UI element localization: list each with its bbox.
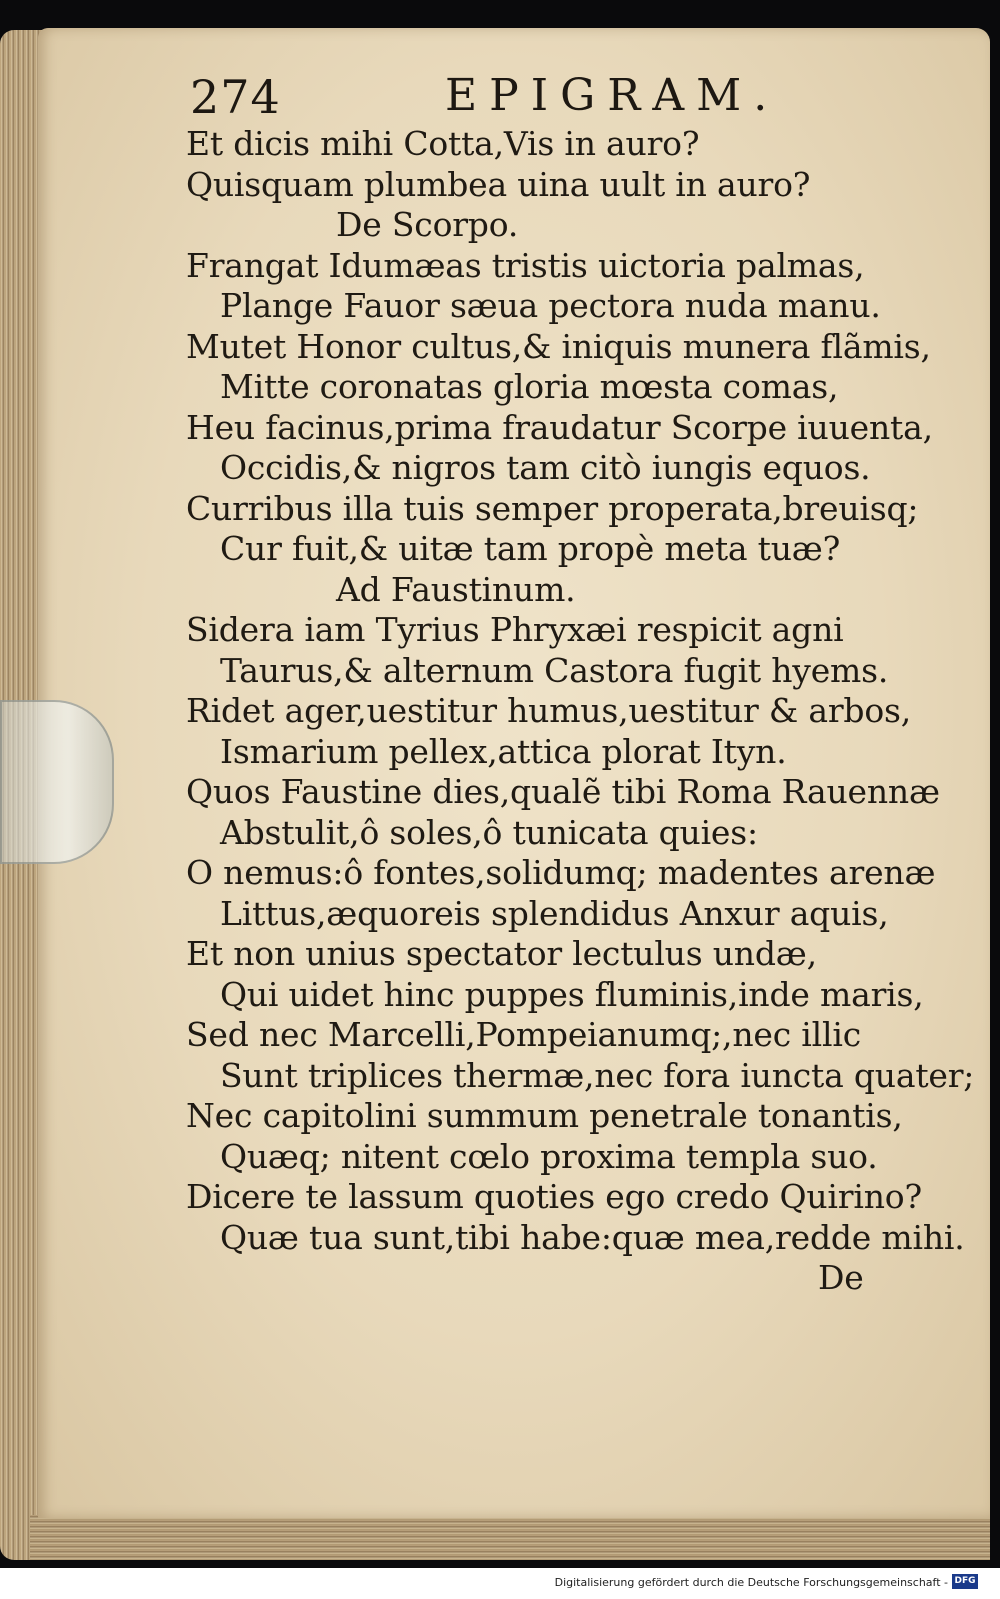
page-clip <box>0 700 114 864</box>
verse-line: Quisquam plumbea uina uult in auro? <box>186 164 811 204</box>
verse-line: Plange Fauor sæua pectora nuda manu. <box>220 286 881 325</box>
epigram-title: Ad Faustinum. <box>336 569 576 609</box>
verse-line: Curribus illa tuis semper properata,breuisq; <box>186 488 919 528</box>
verse-line: O nemus:ô fontes,solidumq; madentes arenæ <box>186 853 936 892</box>
verse-line: Occidis,& nigros tam citò iungis equos. <box>220 448 871 487</box>
verse-line: Dicere te lassum quoties ego credo Quirino? <box>186 1177 922 1216</box>
verse-line: Heu facinus,prima fraudatur Scorpe iuuenta, <box>186 407 933 447</box>
footer-bar <box>0 1568 1000 1599</box>
verse-line: Qui uidet hinc puppes fluminis,inde maris, <box>220 974 924 1014</box>
epigram-title: De Scorpo. <box>336 205 519 244</box>
verse-line: Frangat Idumæas tristis uictoria palmas, <box>186 245 865 285</box>
poem-text <box>186 124 975 1299</box>
verse-line: Quos Faustine dies,qualẽ tibi Roma Rauennæ <box>186 772 940 811</box>
verse-line: Quæq; nitent cœlo proxima templa suo. <box>220 1136 878 1176</box>
verse-line: Ismarium pellex,attica plorat Ityn. <box>220 731 787 771</box>
funding-credit: Digitalisierung gefördert durch die Deutsche Forschungsgemeinschaft - <box>554 1576 948 1589</box>
verse-line: Nec capitolini summum penetrale tonantis, <box>186 1096 903 1135</box>
dfg-logo: DFG <box>952 1574 978 1589</box>
running-head: EPIGRAM. <box>445 70 780 121</box>
verse-line: Ridet ager,uestitur humus,uestitur & arbos, <box>186 691 912 730</box>
verse-line: Cur fuit,& uitæ tam propè meta tuæ? <box>220 529 841 568</box>
verse-line: Sunt triplices thermæ,nec fora iuncta quater; <box>220 1055 975 1095</box>
verse-line: Quæ tua sunt,tibi habe:quæ mea,redde mihi. <box>220 1217 965 1257</box>
verse-line: Et dicis mihi Cotta,Vis in auro? <box>186 124 700 163</box>
verse-line: Mutet Honor cultus,& iniquis munera flãmis, <box>186 326 931 366</box>
verse-line: Abstulit,ô soles,ô tunicata quies: <box>220 812 758 852</box>
verse-line: Sed nec Marcelli,Pompeianumq;,nec illic <box>186 1015 862 1054</box>
catchword: De <box>818 1258 864 1297</box>
verse-line: Sidera iam Tyrius Phryxæi respicit agni <box>186 610 844 649</box>
verse-line: Taurus,& alternum Castora fugit hyems. <box>220 650 889 690</box>
verse-line: Littus,æquoreis splendidus Anxur aquis, <box>220 893 889 933</box>
verse-line: Mitte coronatas gloria mœsta comas, <box>220 367 839 406</box>
page-edges-bottom <box>30 1515 990 1560</box>
verse-line: Et non unius spectator lectulus undæ, <box>186 934 817 973</box>
page-number: 274 <box>190 70 281 124</box>
